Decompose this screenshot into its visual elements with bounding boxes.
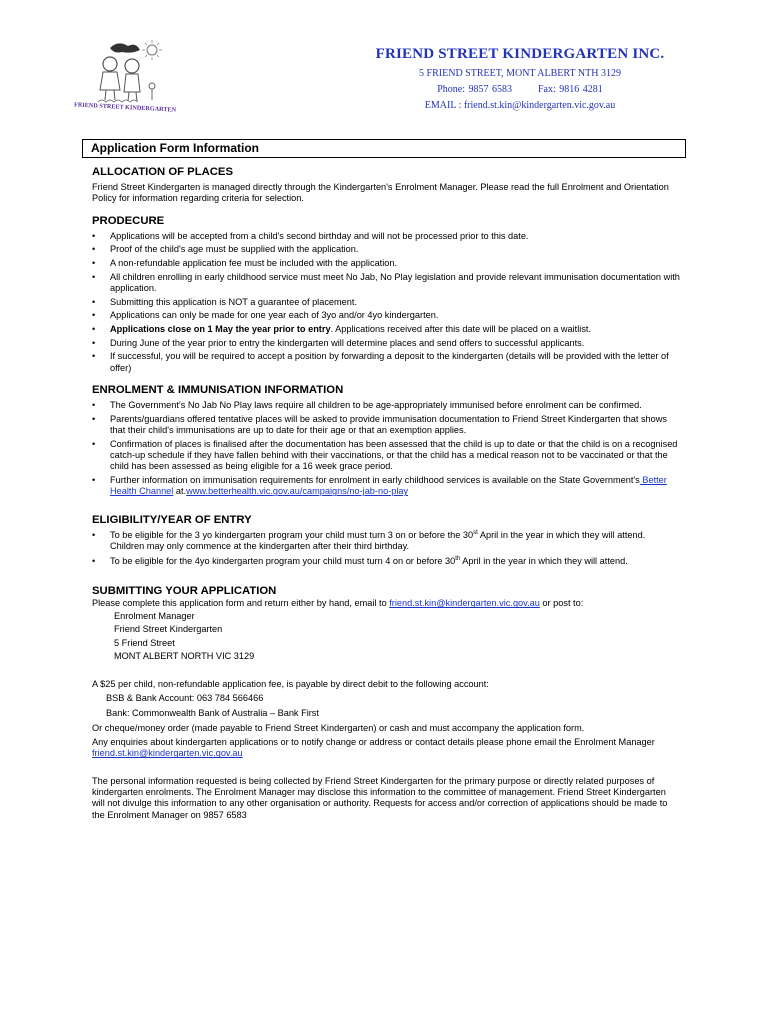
enrolment-heading: ENROLMENT & IMMUNISATION INFORMATION xyxy=(92,383,344,396)
cheque-text: Or cheque/money order (made payable to Friend Street Kindergarten) or cash and must accompany the application form. xyxy=(92,722,585,733)
bullet-icon: • xyxy=(92,413,96,424)
list-item: • Applications can only be made for one year each of 3yo and/or 4yo kindergarten. xyxy=(92,310,439,321)
org-phone: Phone: 9857 6583 xyxy=(437,84,512,95)
org-name: FRIEND STREET KINDERGARTEN INC. xyxy=(375,46,665,62)
procedure-list xyxy=(92,231,680,374)
submitting-section xyxy=(92,585,680,820)
org-email: EMAIL : friend.st.kin@kindergarten.vic.gov.au xyxy=(424,100,616,111)
document-body xyxy=(92,166,680,821)
list-item: • If successful, you will be required to accept a position by forwarding a deposit to the kindergarten (details will be provided with the letter of offer) xyxy=(92,351,669,373)
list-item: • Confirmation of places is finalised after the documentation has been assessed that the child is up to date or that the child is on a recognised catch-up schedule if they have fallen behind with their vaccinations, or that the child has a medical reason not to be vaccinated or that the child has been assessed as being eligible for a 16 week grace period. xyxy=(92,438,678,472)
enquiries-text: Any enquiries about kindergarten applications or to notify change or address or contact details please phone email the Enrolment Manager friend.st.kin@kindergarten.vic.gov.au xyxy=(92,737,655,759)
list-item: • Proof of the child's age must be supplied with the application. xyxy=(92,244,359,255)
logo-drawing xyxy=(70,38,182,108)
allocation-text: Friend Street Kindergarten is managed directly through the Kindergarten's Enrolment Manager. Please read the full Enrolment and Orientation Policy for information regarding criteria for selection. xyxy=(92,182,669,204)
org-contact xyxy=(330,84,710,95)
eligibility-heading: ELIGIBILITY/YEAR OF ENTRY xyxy=(92,513,252,526)
bullet-icon: • xyxy=(92,556,96,567)
allocation-section xyxy=(92,166,680,205)
title-box xyxy=(82,139,686,158)
list-item: • Submitting this application is NOT a guarantee of placement. xyxy=(92,296,358,307)
logo-caption: FRIEND STREET KINDERGARTEN xyxy=(73,101,177,114)
enquiries-email-link[interactable]: friend.st.kin@kindergarten.vic.gov.au xyxy=(92,748,243,759)
bullet-icon: • xyxy=(92,257,96,268)
bullet-icon: • xyxy=(92,296,96,307)
procedure-section xyxy=(92,215,680,374)
kindergarten-logo xyxy=(70,38,182,120)
bullet-icon: • xyxy=(92,399,96,410)
bullet-icon: • xyxy=(92,474,96,485)
list-item: • Applications close on 1 May the year prior to entry. Applications received after this date will be placed on a waitlist. xyxy=(92,324,592,335)
procedure-heading: PRODECURE xyxy=(92,214,165,227)
page-title: Application Form Information xyxy=(91,141,259,155)
submit-email-link[interactable]: friend.st.kin@kindergarten.vic.gov.au xyxy=(389,598,540,609)
org-header xyxy=(330,46,710,111)
postal-address: Enrolment Manager Friend Street Kindergarten 5 Friend Street MONT ALBERT NORTH VIC 3129 xyxy=(114,610,255,661)
eligibility-list xyxy=(92,530,680,568)
org-address: 5 FRIEND STREET, MONT ALBERT NTH 3129 xyxy=(419,68,621,79)
bullet-icon: • xyxy=(92,310,96,321)
list-item: • During June of the year prior to entry the kindergarten will determine places and send offers to successful applicants. xyxy=(92,337,585,348)
bullet-icon: • xyxy=(92,351,96,362)
list-item: • To be eligible for the 3 yo kindergarten program your child must turn 3 on or before the 30st April in the year in which they will attend. Children may only commence at the kindergarten after their third birthday. xyxy=(92,529,646,551)
bullet-icon: • xyxy=(92,324,96,335)
privacy-text: The personal information requested is being collected by Friend Street Kindergarten for the primary purpose or directly related purposes of kindergarten enrolments. The Enrolment Manager may disclose this information to the committee of management. Friend Street Kindergarten will not divulge this information to any other organisation or authority. Requests for access and/or correction of applications should be made to the Enrolment Manager on 9857 6583 xyxy=(92,775,668,820)
list-item: • Applications will be accepted from a child's second birthday and will not be processed prior to this date. xyxy=(92,230,529,241)
list-item: • A non-refundable application fee must be included with the application. xyxy=(92,257,398,268)
bullet-icon: • xyxy=(92,271,96,282)
enrolment-list xyxy=(92,400,680,498)
better-health-link[interactable]: Better Health Channel xyxy=(110,474,667,497)
bank-details: BSB & Bank Account: 063 784 566466 Bank: Commonwealth Bank of Australia – Bank First xyxy=(106,692,319,719)
bullet-icon: • xyxy=(92,230,96,241)
submitting-heading: SUBMITTING YOUR APPLICATION xyxy=(92,585,277,598)
bullet-icon: • xyxy=(92,438,96,449)
list-item: • All children enrolling in early childhood service must meet No Jab, No Play legislation and provide relevant immunisation documentation with application. xyxy=(92,271,680,293)
enrolment-section xyxy=(92,384,680,498)
eligibility-section xyxy=(92,514,680,568)
list-item: • Parents/guardians offered tentative places will be asked to provide immunisation documentation to Friend Street Kindergarten that shows that their child's immunisations are up to date for their age or that an exemption applies. xyxy=(92,413,668,435)
bullet-icon: • xyxy=(92,337,96,348)
bullet-icon: • xyxy=(92,529,96,540)
allocation-heading: ALLOCATION OF PLACES xyxy=(92,166,233,178)
list-item: • The Government's No Jab No Play laws require all children to be age-appropriately immunised before enrolment can be confirmed. xyxy=(92,399,642,410)
no-jab-no-play-link[interactable]: www.betterhealth.vic.gov.au/campaigns/no-jab-no-play xyxy=(186,486,409,497)
submitting-intro: Please complete this application form and return either by hand, email to friend.st.kin@kindergarten.vic.gov.au or post to: xyxy=(92,598,584,609)
bullet-icon: • xyxy=(92,244,96,255)
org-fax: Fax: 9816 4281 xyxy=(538,84,603,95)
list-item: • To be eligible for the 4yo kindergarten program your child must turn 4 on or before 30th April in the year in which they will attend. xyxy=(92,556,628,567)
closing-date-bold: Applications close on 1 May the year prior to entry xyxy=(110,324,331,335)
list-item: • Further information on immunisation requirements for enrolment in early childhood services is available on the State Government's Better Health Channel at.www.betterhealth.vic.gov.au/campaigns/no-jab-no-play xyxy=(92,474,667,497)
fee-text: A $25 per child, non-refundable application fee, is payable by direct debit to the following account: xyxy=(92,679,489,690)
